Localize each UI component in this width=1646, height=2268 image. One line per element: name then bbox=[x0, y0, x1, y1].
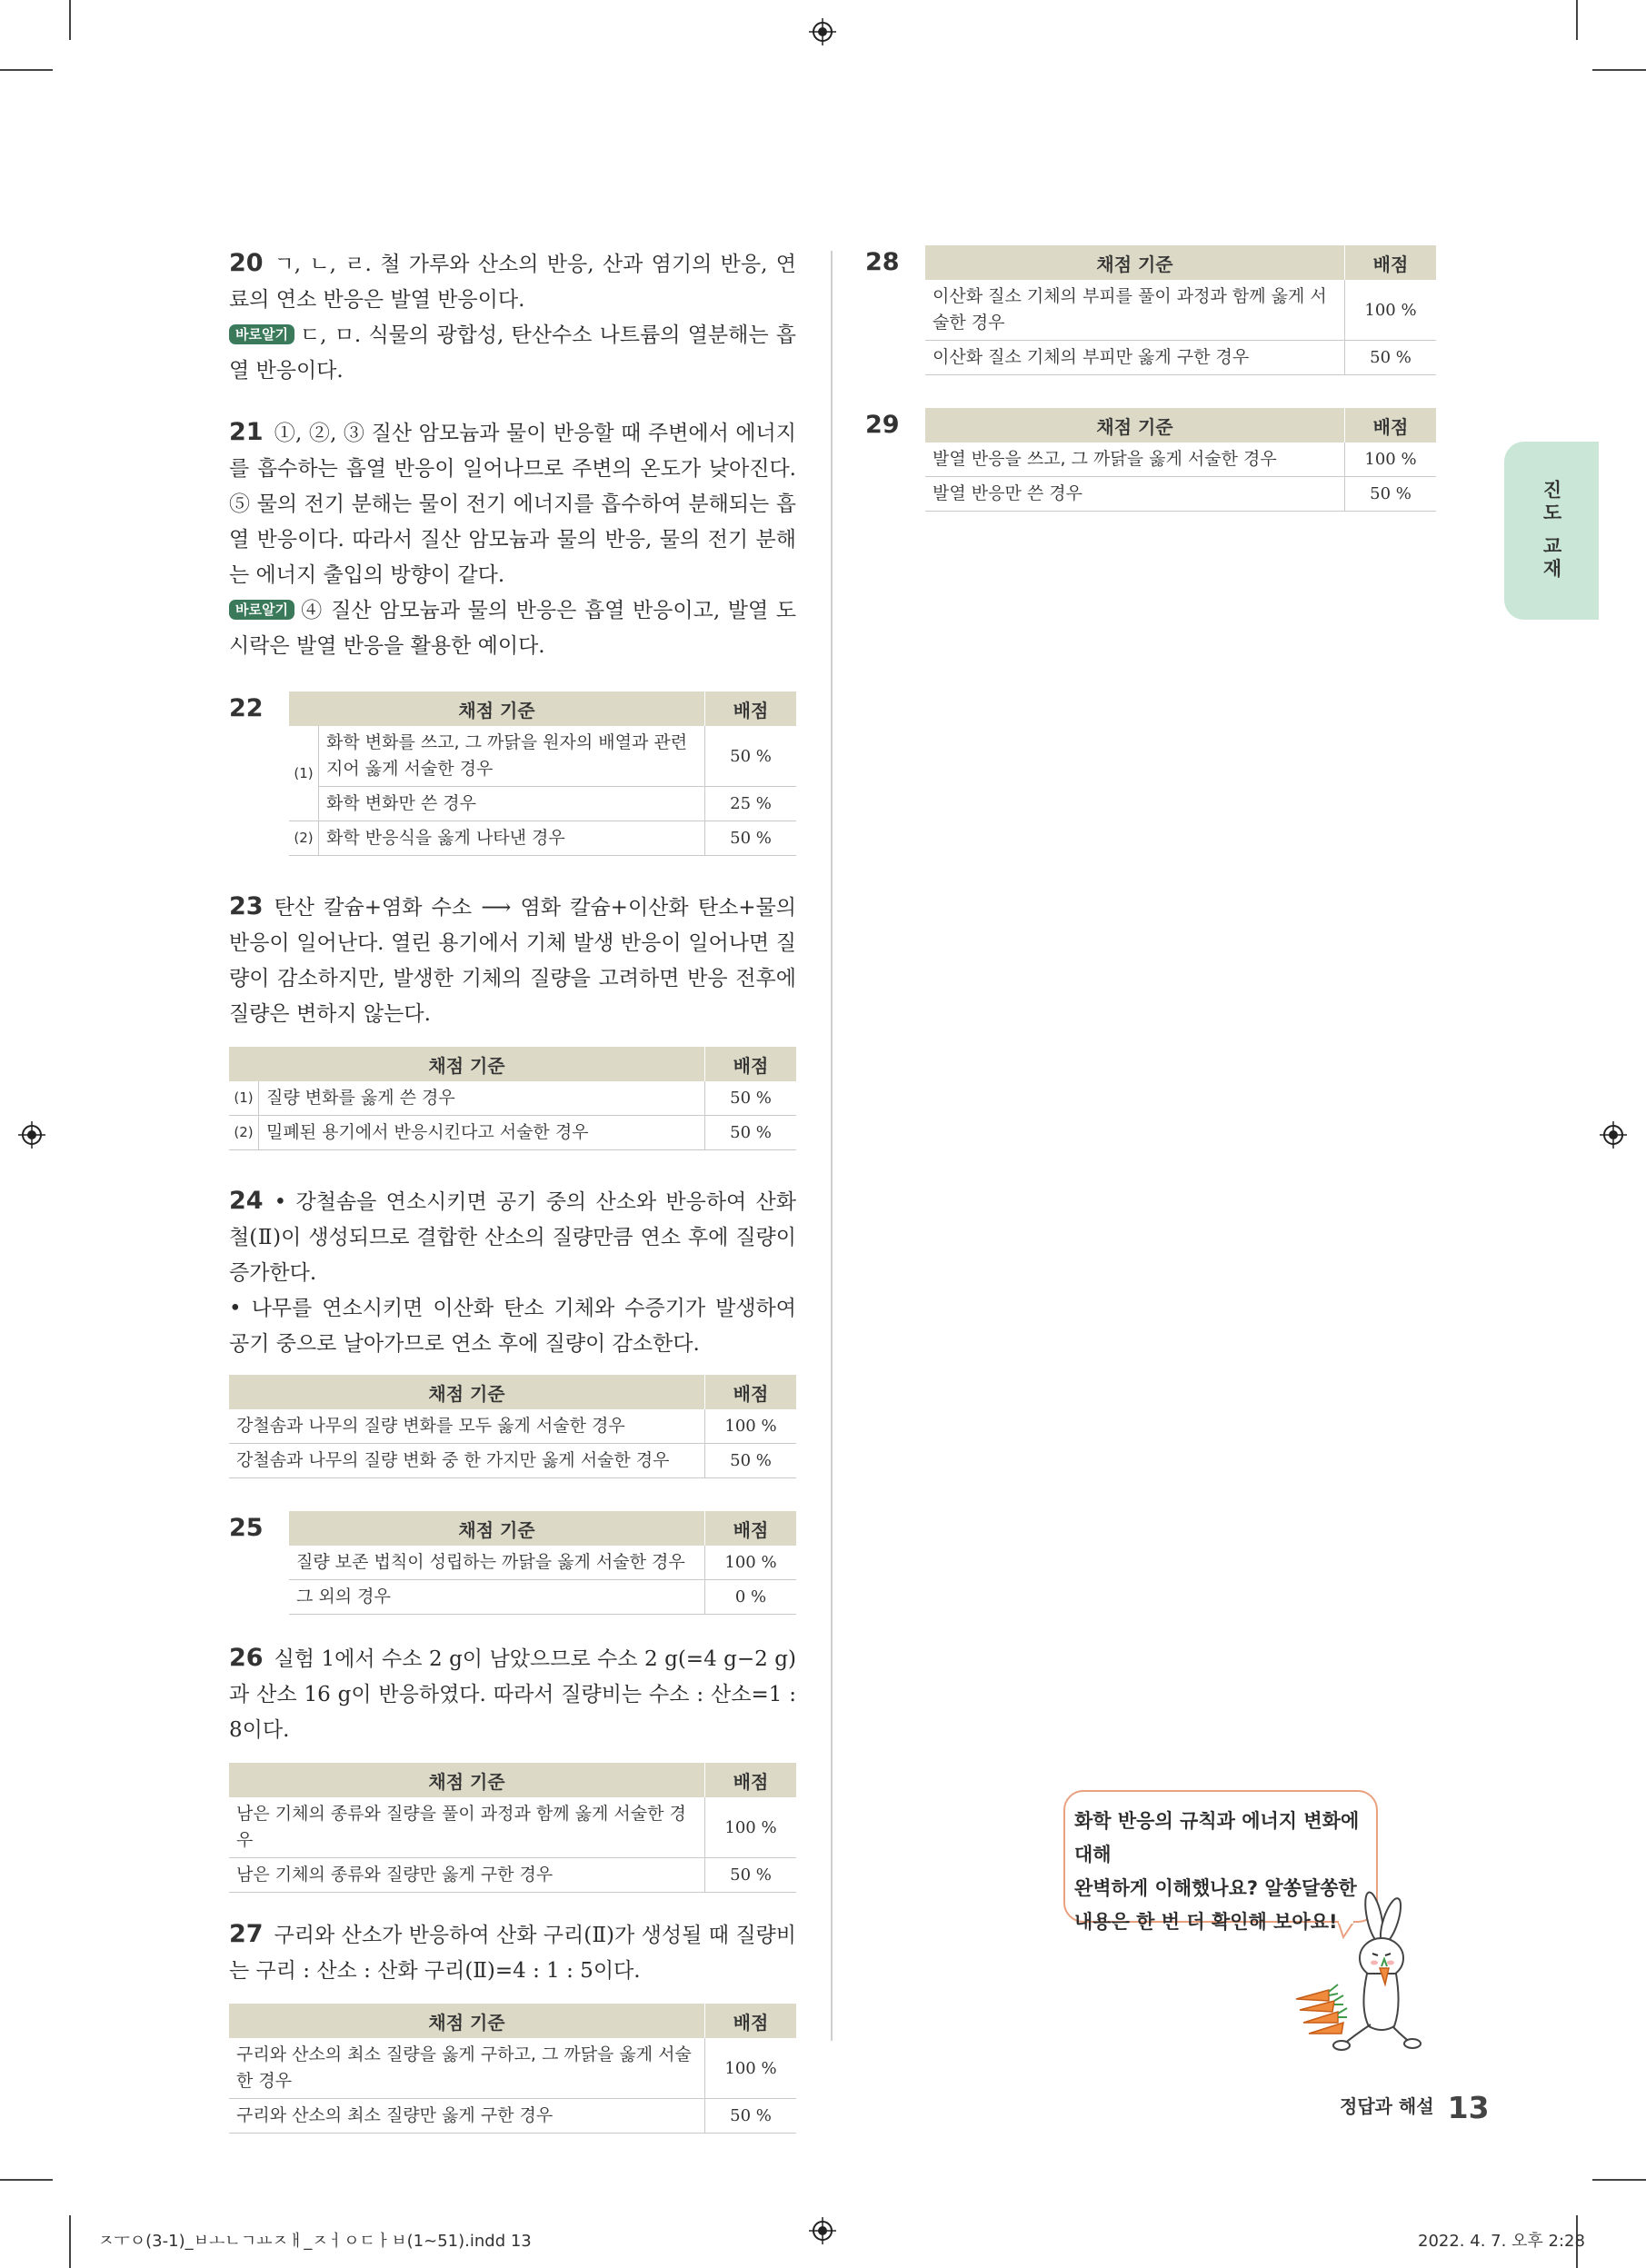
criteria-cell: 발열 반응만 쓴 경우 bbox=[925, 477, 1345, 512]
criteria-cell: 질량 보존 법칙이 성립하는 까닭을 옳게 서술한 경우 bbox=[289, 1546, 705, 1580]
sub-question-label: (2) bbox=[289, 821, 319, 856]
criteria-header: 채점 기준 bbox=[289, 691, 705, 726]
crop-mark bbox=[1576, 0, 1578, 40]
question-24-table-wrap bbox=[229, 1375, 796, 1478]
score-cell: 100 % bbox=[705, 2038, 797, 2099]
question-22 bbox=[229, 691, 796, 856]
question-26 bbox=[229, 1640, 796, 1748]
criteria-header: 채점 기준 bbox=[925, 408, 1345, 443]
criteria-header: 채점 기준 bbox=[229, 1763, 705, 1797]
question-number: 26 bbox=[229, 1644, 264, 1672]
question-26-table-wrap bbox=[229, 1763, 796, 1893]
answer-text: 실험 1에서 수소 2 g이 남았으므로 수소 2 g(=4 g−2 g)과 산소 16 g이 반응하였다. 따라서 질량비는 수소 : 산소=1 : 8이다. bbox=[229, 1647, 796, 1742]
registration-mark-icon bbox=[809, 2217, 836, 2244]
score-cell: 50 % bbox=[705, 726, 797, 787]
criteria-cell: 밀폐된 용기에서 반응시킨다고 서술한 경우 bbox=[259, 1116, 705, 1150]
score-header: 배점 bbox=[705, 2004, 797, 2038]
question-number: 29 bbox=[865, 411, 900, 439]
question-number: 21 bbox=[229, 418, 264, 446]
sub-question-label: (1) bbox=[229, 1081, 259, 1116]
scoring-table bbox=[229, 1375, 796, 1478]
criteria-cell: 화학 변화를 쓰고, 그 까닭을 원자의 배열과 관련지어 옳게 서술한 경우 bbox=[319, 726, 705, 787]
score-header: 배점 bbox=[705, 1375, 797, 1409]
crop-mark bbox=[0, 69, 53, 71]
answer-text: • 강철솜을 연소시키면 공기 중의 산소와 반응하여 산화 철(Ⅱ)이 생성되므로 결합한 산소의 질량만큼 연소 후에 질량이 증가한다. bbox=[229, 1190, 796, 1285]
footer-label: 정답과 해설 bbox=[1340, 2095, 1434, 2117]
score-cell: 50 % bbox=[1345, 341, 1437, 375]
question-27 bbox=[229, 1916, 796, 1989]
question-number: 25 bbox=[229, 1514, 264, 1542]
table-row bbox=[289, 1580, 796, 1615]
criteria-cell: 이산화 질소 기체의 부피를 풀이 과정과 함께 옳게 서술한 경우 bbox=[925, 280, 1345, 341]
score-header: 배점 bbox=[705, 691, 797, 726]
question-number: 22 bbox=[229, 694, 264, 722]
score-cell: 50 % bbox=[705, 1081, 797, 1116]
criteria-cell: 남은 기체의 종류와 질량을 풀이 과정과 함께 옳게 서술한 경우 bbox=[229, 1797, 705, 1858]
correction-text: ④ 질산 암모늄과 물의 반응은 흡열 반응이고, 발열 도시락은 발열 반응을 활용한 예이다. bbox=[229, 599, 796, 658]
criteria-cell: 구리와 산소의 최소 질량을 옳게 구하고, 그 까닭을 옳게 서술한 경우 bbox=[229, 2038, 705, 2099]
scoring-table bbox=[289, 691, 796, 856]
table-row bbox=[229, 2038, 796, 2099]
criteria-cell: 그 외의 경우 bbox=[289, 1580, 705, 1615]
scoring-table bbox=[925, 245, 1436, 375]
column-divider bbox=[831, 251, 833, 2041]
question-25 bbox=[229, 1511, 796, 1615]
score-cell: 50 % bbox=[705, 1858, 797, 1893]
score-cell: 50 % bbox=[705, 1444, 797, 1478]
criteria-cell: 발열 반응을 쓰고, 그 까닭을 옳게 서술한 경우 bbox=[925, 443, 1345, 477]
right-column bbox=[865, 245, 1436, 544]
bubble-line: 내용은 한 번 더 확인해 보아요! bbox=[1074, 1911, 1338, 1933]
table-row bbox=[229, 1409, 796, 1444]
criteria-cell: 질량 변화를 옳게 쓴 경우 bbox=[259, 1081, 705, 1116]
criteria-header: 채점 기준 bbox=[925, 245, 1345, 280]
criteria-header: 채점 기준 bbox=[229, 1047, 705, 1081]
criteria-header: 채점 기준 bbox=[289, 1511, 705, 1546]
question-28 bbox=[865, 245, 1436, 375]
answer-text: • 나무를 연소시키면 이산화 탄소 기체와 수증기가 발생하여 공기 중으로 날아가므로 연소 후에 질량이 감소한다. bbox=[229, 1297, 796, 1356]
bubble-line: 완벽하게 이해했나요? 알쏭달쏭한 bbox=[1074, 1877, 1357, 1899]
question-27-table-wrap bbox=[229, 2004, 796, 2134]
score-cell: 0 % bbox=[705, 1580, 797, 1615]
question-number: 20 bbox=[229, 249, 264, 277]
correction-badge: 바로알기 bbox=[229, 600, 294, 620]
criteria-cell: 강철솜과 나무의 질량 변화 중 한 가지만 옳게 서술한 경우 bbox=[229, 1444, 705, 1478]
score-cell: 50 % bbox=[1345, 477, 1437, 512]
crop-mark bbox=[69, 2215, 71, 2268]
table-row bbox=[925, 341, 1436, 375]
sub-question-label: (2) bbox=[229, 1116, 259, 1150]
table-row bbox=[925, 443, 1436, 477]
rabbit-mascot-icon bbox=[1291, 1890, 1427, 2054]
left-column bbox=[229, 245, 796, 2166]
answer-text: ①, ②, ③ 질산 암모늄과 물이 반응할 때 주변에서 에너지를 흡수하는 흡열 반응이 일어나므로 주변의 온도가 낮아진다. ⑤ 물의 전기 분해는 물이 전기 에너지를 흡수하여 분해되는 흡열 반응이다. 따라서 질산 암모늄과 물의 반응, 물의 전기 분해는 에너지 출입의 방향이 같다. bbox=[229, 422, 796, 587]
scoring-table bbox=[229, 2004, 796, 2134]
print-slug-date: 2022. 4. 7. 오후 2:28 bbox=[1418, 2232, 1585, 2251]
question-number: 23 bbox=[229, 892, 264, 920]
score-cell: 100 % bbox=[1345, 443, 1437, 477]
score-cell: 50 % bbox=[705, 2099, 797, 2134]
criteria-cell: 이산화 질소 기체의 부피만 옳게 구한 경우 bbox=[925, 341, 1345, 375]
criteria-cell: 구리와 산소의 최소 질량만 옳게 구한 경우 bbox=[229, 2099, 705, 2134]
criteria-cell: 강철솜과 나무의 질량 변화를 모두 옳게 서술한 경우 bbox=[229, 1409, 705, 1444]
question-24 bbox=[229, 1183, 796, 1362]
table-row bbox=[229, 1858, 796, 1893]
criteria-header: 채점 기준 bbox=[229, 1375, 705, 1409]
registration-mark-icon bbox=[1600, 1121, 1627, 1149]
table-row bbox=[229, 1116, 796, 1150]
criteria-cell: 화학 반응식을 옳게 나타낸 경우 bbox=[319, 821, 705, 856]
crop-mark bbox=[69, 0, 71, 40]
table-row bbox=[289, 726, 796, 787]
score-header: 배점 bbox=[705, 1511, 797, 1546]
bubble-line: 화학 반응의 규칙과 에너지 변화에 대해 bbox=[1074, 1810, 1360, 1865]
scoring-table bbox=[289, 1511, 796, 1615]
table-row bbox=[229, 1797, 796, 1858]
table-row bbox=[229, 1081, 796, 1116]
crop-mark bbox=[1592, 69, 1646, 71]
scoring-table bbox=[229, 1047, 796, 1150]
print-slug-file: ㅈㅜㅇ(3-1)_ㅂㅗㄴㄱㅛㅈㅐ_ㅈㅓㅇㄷㅏㅂ(1~51).indd 13 bbox=[98, 2232, 532, 2251]
correction-text: ㄷ, ㅁ. 식물의 광합성, 탄산수소 나트륨의 열분해는 흡열 반응이다. bbox=[229, 323, 796, 383]
question-number: 24 bbox=[229, 1187, 264, 1215]
scoring-table bbox=[229, 1763, 796, 1893]
question-number: 28 bbox=[865, 248, 900, 276]
criteria-cell: 화학 변화만 쓴 경우 bbox=[319, 787, 705, 821]
score-cell: 50 % bbox=[705, 821, 797, 856]
table-row bbox=[229, 1444, 796, 1478]
score-cell: 100 % bbox=[705, 1546, 797, 1580]
table-row bbox=[229, 2099, 796, 2134]
score-cell: 100 % bbox=[705, 1797, 797, 1858]
question-23-table-wrap bbox=[229, 1047, 796, 1150]
score-header: 배점 bbox=[705, 1047, 797, 1081]
registration-mark-icon bbox=[18, 1121, 45, 1149]
score-cell: 100 % bbox=[1345, 280, 1437, 341]
question-21 bbox=[229, 414, 796, 664]
question-23 bbox=[229, 889, 796, 1032]
score-cell: 25 % bbox=[705, 787, 797, 821]
table-row bbox=[925, 477, 1436, 512]
score-cell: 100 % bbox=[705, 1409, 797, 1444]
table-row bbox=[289, 787, 796, 821]
table-row bbox=[289, 1546, 796, 1580]
crop-mark bbox=[0, 2179, 53, 2181]
registration-mark-icon bbox=[809, 18, 836, 45]
scoring-table bbox=[925, 408, 1436, 512]
side-tab-label: 진도 교재 bbox=[1541, 480, 1562, 582]
section-side-tab bbox=[1504, 442, 1599, 620]
score-cell: 50 % bbox=[705, 1116, 797, 1150]
page-footer bbox=[1340, 2090, 1490, 2125]
criteria-cell: 남은 기체의 종류와 질량만 옳게 구한 경우 bbox=[229, 1858, 705, 1893]
answer-text: ㄱ, ㄴ, ㄹ. 철 가루와 산소의 반응, 산과 염기의 반응, 연료의 연소 반응은 발열 반응이다. bbox=[229, 253, 796, 312]
correction-badge: 바로알기 bbox=[229, 324, 294, 344]
page-number: 13 bbox=[1447, 2090, 1490, 2125]
table-row bbox=[925, 280, 1436, 341]
answer-text: 탄산 칼슘+염화 수소 ⟶ 염화 칼슘+이산화 탄소+물의 반응이 일어난다. 열린 용기에서 기체 발생 반응이 일어나면 질량이 감소하지만, 발생한 기체의 질량을 고려하면 반응 전후에 질량은 변하지 않는다. bbox=[229, 896, 796, 1026]
crop-mark bbox=[1592, 2179, 1646, 2181]
sub-question-label: (1) bbox=[289, 726, 319, 821]
criteria-header: 채점 기준 bbox=[229, 2004, 705, 2038]
question-29 bbox=[865, 408, 1436, 512]
question-number: 27 bbox=[229, 1920, 264, 1948]
score-header: 배점 bbox=[1345, 408, 1437, 443]
question-20 bbox=[229, 245, 796, 389]
score-header: 배점 bbox=[1345, 245, 1437, 280]
score-header: 배점 bbox=[705, 1763, 797, 1797]
answer-text: 구리와 산소가 반응하여 산화 구리(Ⅱ)가 생성될 때 질량비는 구리 : 산소 : 산화 구리(Ⅱ)=4 : 1 : 5이다. bbox=[229, 1924, 796, 1983]
table-row bbox=[289, 821, 796, 856]
